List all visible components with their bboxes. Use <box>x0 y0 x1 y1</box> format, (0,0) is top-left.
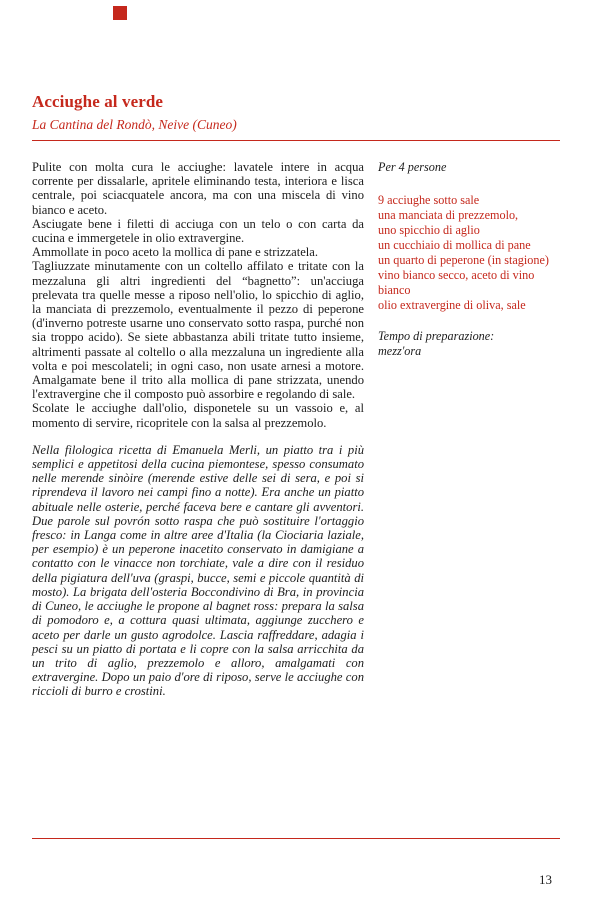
page-number: 13 <box>539 872 552 887</box>
recipe-header <box>32 92 560 133</box>
recipe-note: Nella filologica ricetta di Emanuela Merli, un piatto tra i più semplici e appetitosi della cucina piemontese, spesso consumato nelle merende sinòire (merende estive delle sei di sera, e poi si riprendeva il lavoro nei campi fino a notte). Era anche un piatto abituale nelle osterie, perché faceva bere e cantare gli avventori. Due parole sul povrón sotto raspa che può sostituire l'ortaggio fresco: in Langa come in altre aree d'Italia (la Ciociaria laziale, per esempio) è un peperone inacetito conservato in damigiane a contatto con le vinacce non torchiate, vale a dire con il residuo della pigiatura dell'uva (graspi, bucce, semi e piccole quantità di mosto). La brigata dell'osteria Boccondivino di Bra, in provincia di Cuneo, le acciughe le propone al bagnet ross: prepara la salsa di pomodoro e, a cottura quasi ultimata, aggiunge zucchero e aceto per darle un gusto agrodolce. Lascia raffreddare, adagia i pesci su un piatto di portata e li copre con la salsa arricchita da un trito di aglio, prezzemolo e alloro, amalgamati con extravergine. Dopo un paio d'ore di riposo, serve le acciughe con riccioli di burro e crostini. <box>32 442 364 699</box>
ingredient-item: un cucchiaio di mollica di pane <box>378 238 531 252</box>
header-rule <box>32 140 560 141</box>
recipe-paragraph: Ammollate in poco aceto la mollica di pane e strizzatela. <box>32 245 319 260</box>
prep-time-label: Tempo di preparazione: <box>378 329 495 343</box>
recipe-paragraph: Scolate le acciughe dall'olio, disponetele su un vassoio e, al momento di servire, ricopritele con la salsa al prezzemolo. <box>32 401 364 430</box>
recipe-title: Acciughe al verde <box>32 92 164 111</box>
ingredient-item: un quarto di peperone (in stagione) <box>378 253 549 267</box>
prep-time-value: mezz'ora <box>378 344 422 358</box>
ingredient-item: una manciata di prezzemolo, <box>378 208 519 222</box>
recipe-paragraph: Tagliuzzate minutamente con un coltello affilato e tritate con la mezzaluna gli altri ingredienti del “bagnetto”: un'acciuga prelevata tra quelle messe a riposo nell'olio, lo spicchio di aglio, la manciata di prezzemolo, eventualmente il pezzo di peperone (d'inverno potreste usarne uno conservato sotto raspa, purché non sia troppo acido). Se siete abbastanza abili tritate tutto insieme, altrimenti passate al coltello o alla mezzaluna un ingrediente alla volta e poi mescolateli; in ogni caso, non usate arnesi a motore. Amalgamate bene il trito alla mollica di pane strizzata, unendo l'extravergine che il composto può assorbire e regolando di sale. <box>32 259 364 402</box>
prep-time-block <box>378 329 558 359</box>
chapter-marker-square <box>113 6 127 20</box>
ingredient-item: uno spicchio di aglio <box>378 223 480 237</box>
ingredient-item: vino bianco secco, aceto di vino bianco <box>378 268 535 297</box>
recipe-body <box>32 160 364 699</box>
ingredient-item: olio extravergine di oliva, sale <box>378 298 526 312</box>
ingredient-item: 9 acciughe sotto sale <box>378 193 480 207</box>
restaurant-subtitle: La Cantina del Rondò, Neive (Cuneo) <box>32 117 237 132</box>
servings-label: Per 4 persone <box>378 160 447 174</box>
footer-rule <box>32 838 560 839</box>
recipe-paragraph: Asciugate bene i filetti di acciuga con un telo o con carta da cucina e immergetele in olio extravergine. <box>32 216 364 246</box>
ingredients-list <box>378 193 558 313</box>
recipe-sidebar <box>378 160 558 359</box>
recipe-paragraph: Pulite con molta cura le acciughe: lavatele intere in acqua corrente per dissalarle, apritele eliminando testa, interiora e lisca centrale, poi sciacquatele ancora, ma con una miscela di vino bianco e aceto. <box>32 160 364 217</box>
